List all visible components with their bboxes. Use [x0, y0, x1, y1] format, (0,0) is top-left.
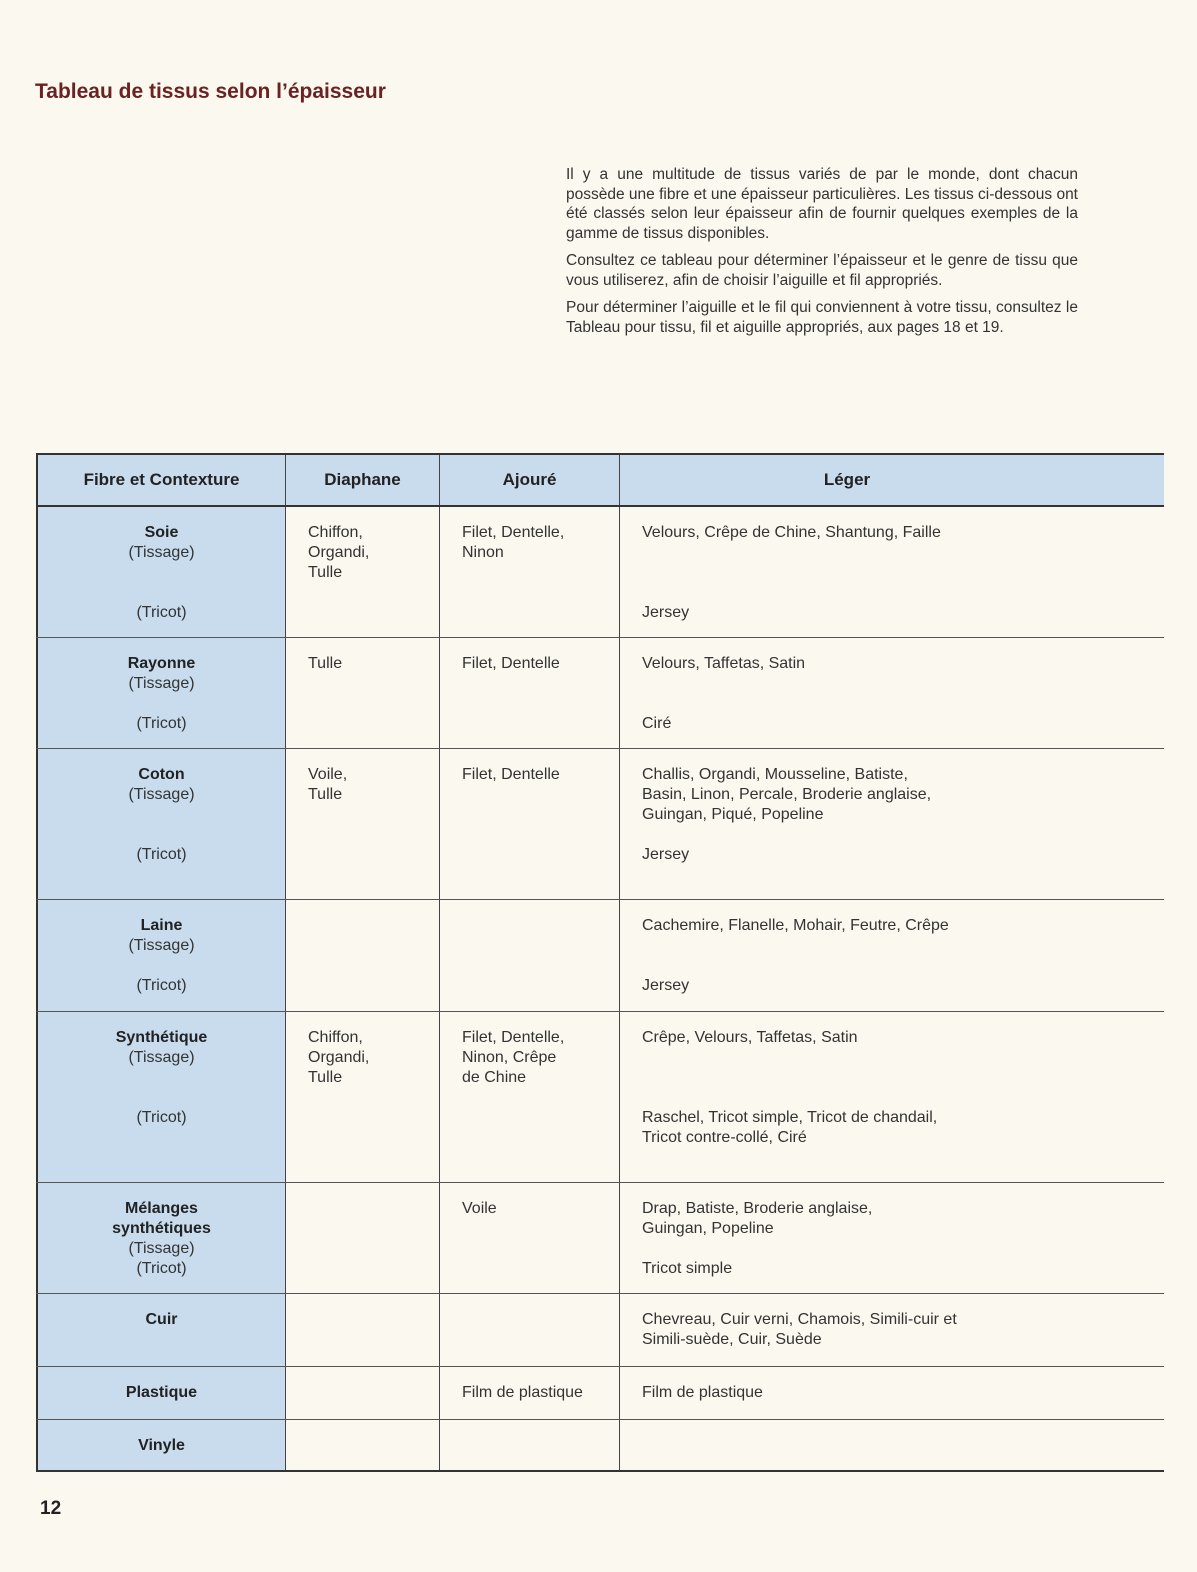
cell-text: Cachemire, Flanelle, Mohair, Feutre, Crêpe: [642, 917, 949, 934]
fibre-cell: [36, 638, 286, 748]
page-number: 12: [40, 1498, 62, 1519]
cell-text: Challis, Organdi, Mousseline, Batiste, Basin, Linon, Percale, Broderie anglaise, Guingan, Piqué, Popeline: [642, 766, 932, 823]
cell-text: Voile: [462, 1200, 497, 1217]
table-row: [36, 1012, 1164, 1183]
leger-cell: [620, 1012, 1164, 1182]
header-leger: Léger: [620, 455, 1164, 505]
page-title: Tableau de tissus selon l’épaisseur: [35, 80, 386, 103]
fibre-cell: [36, 1294, 286, 1366]
fibre-name: Mélanges synthétiques: [112, 1200, 211, 1237]
cell-text: Film de plastique: [462, 1384, 583, 1401]
fibre-name: Coton: [138, 766, 185, 783]
table-row: [36, 749, 1164, 900]
cell-text: Raschel, Tricot simple, Tricot de chandail, Tricot contre-collé, Ciré: [642, 1109, 938, 1146]
ajoure-cell: [440, 638, 620, 748]
intro-paragraph: Il y a une multitude de tissus variés de par le monde, dont chacun possède une fibre et une épaisseur particulières. Les tissus ci-dessous ont été classés selon leur épaisseur afin de fournir quelques exemples de la gamme de tissus disponibles.: [566, 166, 1078, 242]
ajoure-cell: [440, 1294, 620, 1366]
fibre-name: Laine: [140, 917, 183, 934]
leger-cell: [620, 1183, 1164, 1293]
cell-text: Filet, Dentelle, Ninon: [462, 524, 565, 561]
intro-paragraph: Pour déterminer l’aiguille et le fil qui conviennent à votre tissu, consultez le Tableau pour tissu, fil et aiguille appropriés, aux pages 18 et 19.: [566, 299, 1078, 336]
ajoure-cell: [440, 900, 620, 1011]
table-row: [36, 507, 1164, 638]
diaphane-cell: [286, 1294, 440, 1366]
ajoure-cell: [440, 1420, 620, 1470]
cell-text: Filet, Dentelle, Ninon, Crêpe de Chine: [462, 1029, 565, 1086]
table-row: [36, 1367, 1164, 1420]
leger-cell: [620, 1420, 1164, 1470]
table-row: [36, 900, 1164, 1012]
cell-text: Jersey: [642, 977, 690, 994]
diaphane-cell: [286, 749, 440, 899]
leger-cell: [620, 749, 1164, 899]
table-row: [36, 638, 1164, 749]
fibre-cell: [36, 900, 286, 1011]
diaphane-cell: [286, 507, 440, 637]
fibre-cell: [36, 1420, 286, 1470]
ajoure-cell: [440, 1183, 620, 1293]
knit-label: (Tricot): [136, 846, 187, 863]
knit-label: (Tricot): [136, 1260, 187, 1277]
table-header: [36, 455, 1164, 507]
cell-text: Velours, Crêpe de Chine, Shantung, Faille: [642, 524, 941, 541]
cell-text: Jersey: [642, 846, 690, 863]
fibre-cell: [36, 749, 286, 899]
woven-label: (Tissage): [128, 675, 195, 692]
cell-text: Voile, Tulle: [308, 766, 348, 803]
woven-label: (Tissage): [128, 1049, 195, 1066]
header-ajoure: Ajouré: [440, 455, 620, 505]
fibre-name: Rayonne: [127, 655, 196, 672]
diaphane-cell: [286, 900, 440, 1011]
fibre-cell: [36, 1183, 286, 1293]
cell-text: Film de plastique: [642, 1384, 763, 1401]
woven-label: (Tissage): [128, 1240, 195, 1257]
diaphane-cell: [286, 638, 440, 748]
ajoure-cell: [440, 1367, 620, 1419]
cell-text: Drap, Batiste, Broderie anglaise, Guingan, Popeline: [642, 1200, 873, 1237]
ajoure-cell: [440, 1012, 620, 1182]
leger-cell: [620, 900, 1164, 1011]
leger-cell: [620, 1294, 1164, 1366]
ajoure-cell: [440, 749, 620, 899]
cell-text: Chiffon, Organdi, Tulle: [308, 1029, 370, 1086]
ajoure-cell: [440, 507, 620, 637]
cell-text: Velours, Taffetas, Satin: [642, 655, 806, 672]
table-row: [36, 1294, 1164, 1367]
cell-text: Chiffon, Organdi, Tulle: [308, 524, 370, 581]
fibre-name: Vinyle: [138, 1437, 185, 1454]
diaphane-cell: [286, 1183, 440, 1293]
woven-label: (Tissage): [128, 937, 195, 954]
cell-text: Chevreau, Cuir verni, Chamois, Simili-cuir et Simili-suède, Cuir, Suède: [642, 1311, 957, 1348]
fabric-table: [36, 453, 1164, 1472]
table-row: [36, 1183, 1164, 1294]
cell-text: Tulle: [308, 655, 343, 672]
diaphane-cell: [286, 1012, 440, 1182]
cell-text: Filet, Dentelle: [462, 655, 560, 672]
intro-text: [566, 165, 1078, 345]
cell-text: Crêpe, Velours, Taffetas, Satin: [642, 1029, 858, 1046]
header-fibre: Fibre et Contexture: [36, 455, 286, 505]
table-row: [36, 1420, 1164, 1470]
intro-paragraph: Consultez ce tableau pour déterminer l’épaisseur et le genre de tissu que vous utiliserez, afin de choisir l’aiguille et fil appropriés.: [566, 252, 1078, 289]
fibre-name: Cuir: [145, 1311, 178, 1328]
leger-cell: [620, 638, 1164, 748]
cell-text: Filet, Dentelle: [462, 766, 560, 783]
leger-cell: [620, 1367, 1164, 1419]
diaphane-cell: [286, 1420, 440, 1470]
knit-label: (Tricot): [136, 604, 187, 621]
knit-label: (Tricot): [136, 1109, 187, 1126]
cell-text: Jersey: [642, 604, 690, 621]
fibre-name: Soie: [144, 524, 179, 541]
header-diaphane: Diaphane: [286, 455, 440, 505]
cell-text: Ciré: [642, 715, 672, 732]
fibre-cell: [36, 1012, 286, 1182]
woven-label: (Tissage): [128, 544, 195, 561]
cell-text: Tricot simple: [642, 1260, 733, 1277]
woven-label: (Tissage): [128, 786, 195, 803]
fibre-name: Synthétique: [115, 1029, 208, 1046]
leger-cell: [620, 507, 1164, 637]
fibre-cell: [36, 1367, 286, 1419]
knit-label: (Tricot): [136, 977, 187, 994]
knit-label: (Tricot): [136, 715, 187, 732]
fibre-name: Plastique: [125, 1384, 198, 1401]
diaphane-cell: [286, 1367, 440, 1419]
fibre-cell: [36, 507, 286, 637]
